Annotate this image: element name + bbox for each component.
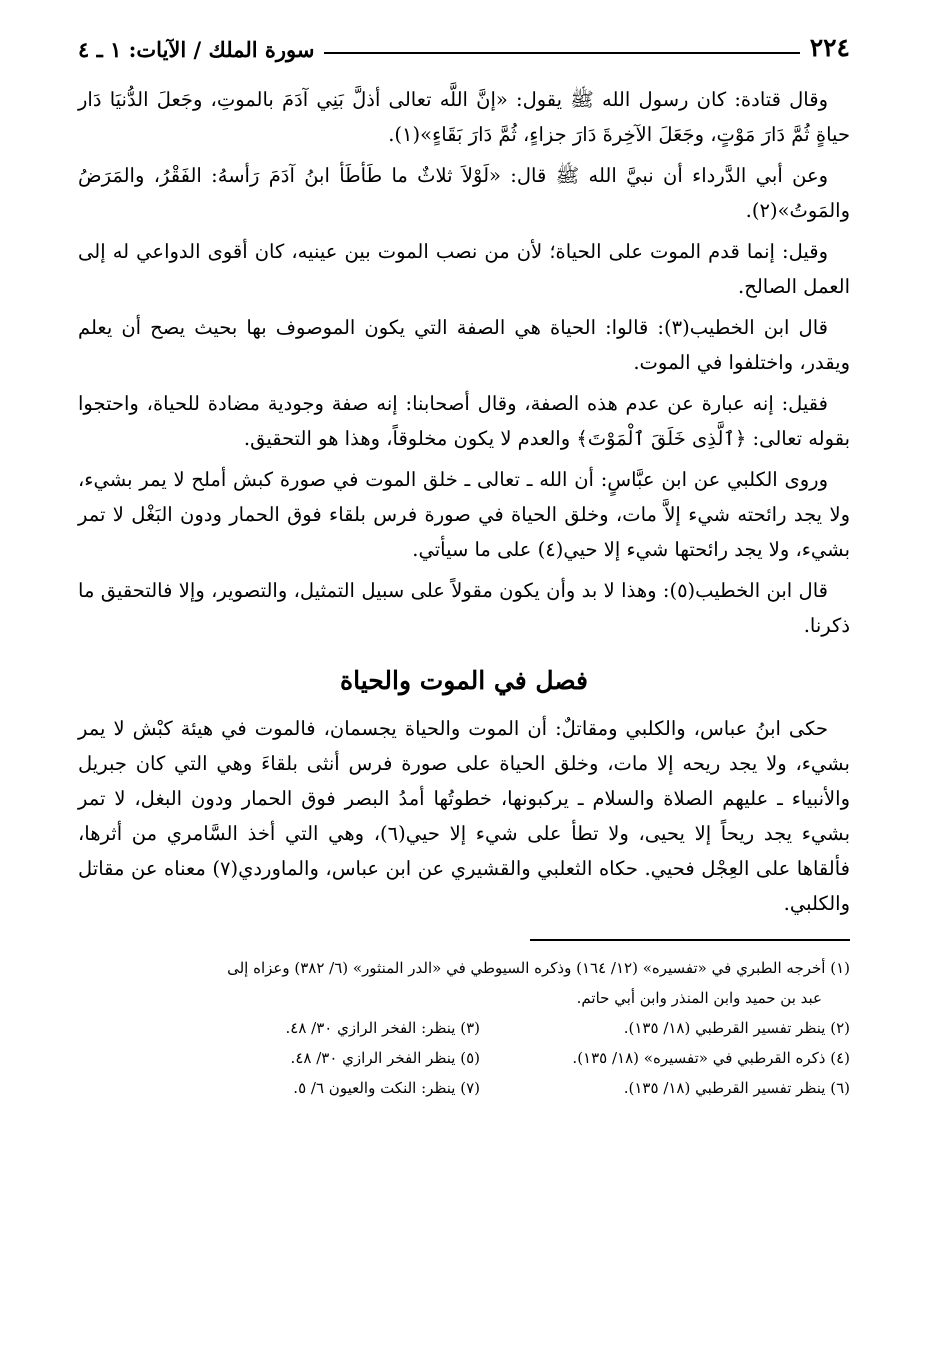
footnote-1: (١) أخرجه الطبري في «تفسيره» (١٢/ ١٦٤) وذكره السيوطي في «الدر المنثور» (٦/ ٣٨٢) وعزاه إلى xyxy=(227,959,850,977)
paragraph: وروى الكلبي عن ابن عبَّاسٍ: أن الله ـ تعالى ـ خلق الموت في صورة كبش أملح لا يمر بشيء، ولا يجد رائحته شيء إلاَّ مات، وخلق الحياة في صورة فرس بلقاء فوق الحمار ودون البَغْل لا تمر بشيء، ولا يجد رائحتها شيء إلا حيي(٤) على ما سيأتي. xyxy=(78,468,850,561)
paragraph: وعن أبي الدَّرداء أن نبيَّ الله ﷺ قال: «لَوْلاَ ثلاثٌ ما طَأطَأ ابنُ آدَمَ رَأسهُ: الفَقْرُ، والمَرَضُ والمَوتُ»(٢). xyxy=(78,164,850,222)
footnote-4: (٤) ذكره القرطبي في «تفسيره» (١٨/ ١٣٥). xyxy=(572,1049,850,1067)
footnotes xyxy=(78,953,850,1103)
paragraph: قال ابن الخطيب(٣): قالوا: الحياة هي الصفة التي يكون الموصوف بها بحيث يصح أن يعلم ويقدر، واختلفوا في الموت. xyxy=(78,316,850,374)
book-page xyxy=(78,26,850,1103)
main-text xyxy=(78,82,850,921)
footnote-1-continued: عبد بن حميد وابن المنذر وابن أبي حاتم. xyxy=(576,989,822,1007)
paragraph: وقيل: إنما قدم الموت على الحياة؛ لأن من نصب الموت بين عينيه، كان أقوى الدواعي له إلى العمل الصالح. xyxy=(78,240,850,298)
footnote-3: (٣) ينظر: الفخر الرازي ٣٠/ ٤٨. xyxy=(285,1019,480,1037)
section-heading: فصل في الموت والحياة xyxy=(340,666,588,695)
footnote-6: (٦) ينظر تفسير القرطبي (١٨/ ١٣٥). xyxy=(623,1079,850,1097)
footnote-row xyxy=(78,1043,850,1073)
footnote-row xyxy=(78,1013,850,1043)
footnote-row xyxy=(78,1073,850,1103)
footnote-5: (٥) ينظر الفخر الرازي ٣٠/ ٤٨. xyxy=(290,1049,480,1067)
paragraph: وقال قتادة: كان رسول الله ﷺ يقول: «إنَّ اللَّه تعالى أذلَّ بَنِي آدَمَ بالموتِ، وجَعلَ الدُّنيَا دَار حياةٍ ثُمَّ دَارَ مَوْتٍ، وجَعَلَ الآخِرةَ دَارَ جزاءٍ، ثُمَّ دَارَ بَقَاءٍ»(١). xyxy=(78,88,850,146)
footnote-7: (٧) ينظر: النكت والعيون ٦/ ٥. xyxy=(293,1079,480,1097)
section-paragraph: حكى ابنُ عباس، والكلبي ومقاتلٌ: أن الموت والحياة يجسمان، فالموت في هيئة كبْش لا يمر بشيء، ولا يجد ريحه إلا مات، وخلق الحياة على صورة فرس أنثى بلقاءَ وهي التي كان جبريل والأنبياء ـ عليهم الصلاة والسلام ـ يركبونها، خطوتُها أمدُ البصر فوق الحمار ودون البغل، لا تمر بشيء يجد ريحاً إلا يحيى، ولا تطأ على شيء إلا حيي(٦)، وهي التي أخذ السَّامري من أثرها، فألقاها على العِجْل فحيي. حكاه الثعلبي والقشيري عن ابن عباس، والماوردي(٧) معناه عن مقاتل والكلبي. xyxy=(78,717,850,915)
paragraph: قال ابن الخطيب(٥): وهذا لا بد وأن يكون مقولاً على سبيل التمثيل، والتصوير، وإلا فالتحقيق ما ذكرنا. xyxy=(78,579,850,637)
paragraph: فقيل: إنه عبارة عن عدم هذه الصفة، وقال أصحابنا: إنه صفة وجودية مضادة للحياة، واحتجوا بقوله تعالى: ﴿ٱلَّذِى خَلَقَ ٱلْمَوْتَ﴾ والعدم لا يكون مخلوقاً، وهذا هو التحقيق. xyxy=(78,392,850,450)
footnote-separator xyxy=(530,939,850,941)
running-title: سورة الملك / الآيات: ١ ـ ٤ xyxy=(78,37,315,62)
footnote-2: (٢) ينظر تفسير القرطبي (١٨/ ١٣٥). xyxy=(623,1019,850,1037)
running-header xyxy=(78,26,850,62)
header-rule xyxy=(324,52,799,54)
page-number: ٢٢٤ xyxy=(809,33,850,62)
